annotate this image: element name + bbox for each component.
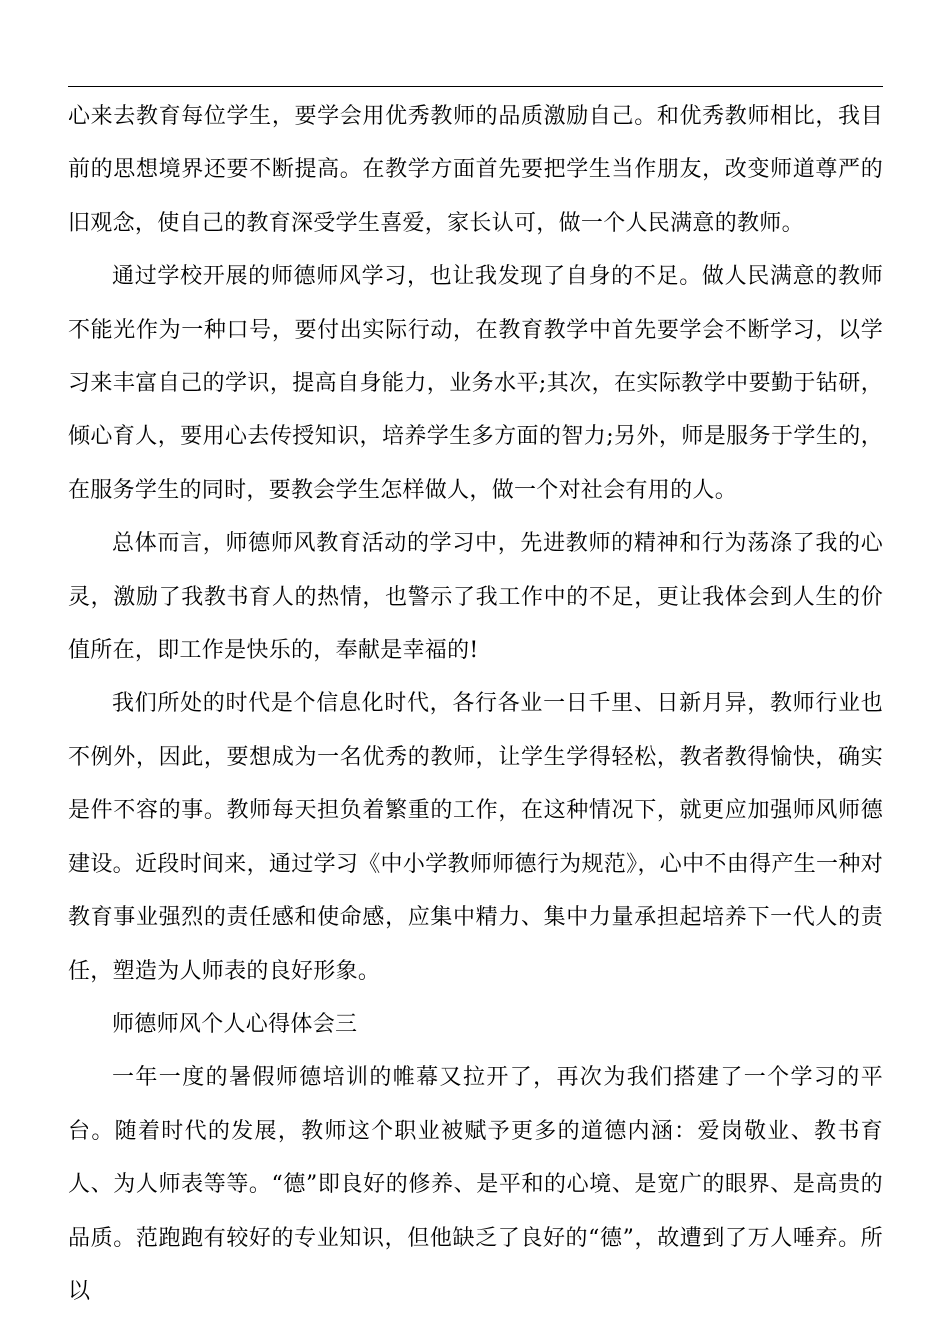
document-body (68, 90, 883, 1318)
paragraph-summary: 总体而言，师德师风教育活动的学习中，先进教师的精神和行为荡涤了我的心灵，激励了我教书育人的热情，也警示了我工作中的不足，更让我体会到人生的价值所在，即工作是快乐的，奉献是幸福的! (68, 531, 883, 664)
paragraph-summer-training: 一年一度的暑假师德培训的帷幕又拉开了，再次为我们搭建了一个学习的平台。随着时代的发展，教师这个职业被赋予更多的道德内涵：爱岗敬业、教书育人、为人师表等等。“德”即良好的修养、是平和的心境、是宽广的眼界、是高贵的品质。范跑跑有较好的专业知识，但他缺乏了良好的“德”，故遭到了万人唾弃。所以 (68, 1065, 883, 1304)
section-heading: 师德师风个人心得体会三 (112, 1011, 358, 1037)
header-rule (68, 86, 883, 87)
paragraph-self-reflection: 通过学校开展的师德师风学习，也让我发现了自身的不足。做人民满意的教师不能光作为一种口号，要付出实际行动，在教育教学中首先要学会不断学习，以学习来丰富自己的学识，提高自身能力，业务水平;其次，在实际教学中要勤于钻研，倾心育人，要用心去传授知识，培养学生多方面的智力;另外，师是服务于学生的，在服务学生的同时，要教会学生怎样做人，做一个对社会有用的人。 (68, 264, 883, 503)
paragraph-continuation: 心来去教育每位学生，要学会用优秀教师的品质激励自己。和优秀教师相比，我目前的思想境界还要不断提高。在教学方面首先要把学生当作朋友，改变师道尊严的旧观念，使自己的教育深受学生喜爱，家长认可，做一个人民满意的教师。 (68, 104, 883, 236)
paragraph-information-era: 我们所处的时代是个信息化时代，各行各业一日千里、日新月异，教师行业也不例外，因此，要想成为一名优秀的教师，让学生学得轻松，教者教得愉快，确实是件不容的事。教师每天担负着繁重的工作，在这种情况下，就更应加强师风师德建设。近段时间来，通过学习《中小学教师师德行为规范》，心中不由得产生一种对教育事业强烈的责任感和使命感，应集中精力、集中力量承担起培养下一代人的责任，塑造为人师表的良好形象。 (68, 691, 883, 984)
